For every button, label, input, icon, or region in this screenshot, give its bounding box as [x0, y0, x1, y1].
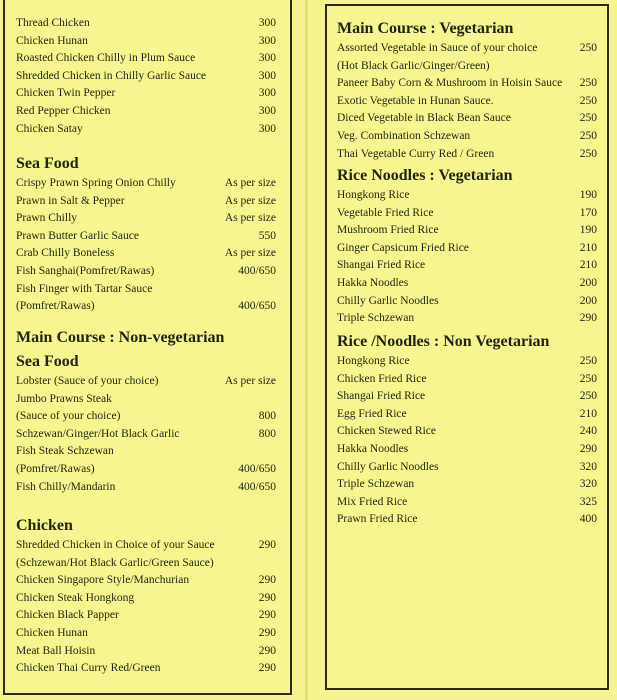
menu-item	[327, 459, 607, 477]
menu-item	[327, 146, 607, 164]
menu-item-price: 290	[258, 644, 276, 657]
menu-item	[5, 193, 290, 211]
menu-list	[327, 40, 607, 163]
menu-item-name: Crab Chilly Boneless	[16, 247, 115, 260]
menu-item	[5, 660, 290, 678]
menu-item-price: 240	[579, 425, 597, 438]
menu-item-name: Ginger Capsicum Fried Rice	[337, 241, 469, 254]
left-menu-panel	[3, 0, 292, 695]
section-heading: Rice /Noodles : Non Vegetarian	[337, 333, 550, 350]
menu-item-price: 250	[579, 355, 597, 367]
menu-item	[5, 245, 290, 263]
menu-item-name: Diced Vegetable in Black Bean Sauce	[337, 112, 511, 125]
section-heading: Main Course : Non-vegetarian	[16, 329, 225, 346]
menu-item-name: Prawn Fried Rice	[337, 513, 418, 526]
menu-item	[5, 85, 290, 103]
rice-noodles-nonveg-section	[327, 331, 607, 529]
menu-item	[327, 310, 607, 328]
menu-item-name: Mushroom Fried Rice	[337, 224, 439, 237]
menu-item	[327, 371, 607, 389]
menu-item-price: 250	[579, 77, 597, 90]
menu-item	[327, 476, 607, 494]
menu-item	[5, 572, 290, 590]
menu-item-price: 400/650	[238, 300, 276, 313]
menu-item-price: 300	[258, 17, 276, 29]
menu-item-name: (Sauce of your choice)	[16, 410, 121, 423]
menu-item-price: 300	[258, 122, 276, 135]
menu-item-price: 300	[258, 69, 276, 82]
menu-item-name: Chicken Thai Curry Red/Green	[16, 662, 161, 675]
menu-item	[327, 222, 607, 240]
menu-item-price: 250	[579, 94, 597, 107]
menu-item-name: (Schzewan/Hot Black Garlic/Green Sauce)	[16, 556, 214, 569]
menu-item-price: 290	[258, 609, 276, 622]
menu-item	[327, 40, 607, 58]
menu-item	[5, 121, 290, 139]
menu-list	[327, 353, 607, 529]
menu-item-name: Thread Chicken	[16, 17, 90, 29]
menu-list	[5, 373, 290, 496]
chicken-section	[5, 515, 290, 678]
menu-item-price: 400/650	[238, 480, 276, 493]
menu-item-price: As per size	[224, 212, 276, 225]
menu-item-name: Vegetable Fried Rice	[337, 206, 434, 219]
menu-item-price: 250	[579, 390, 597, 403]
menu-item-price: 250	[579, 147, 597, 160]
menu-list	[327, 187, 607, 328]
menu-item-name: Paneer Baby Corn & Mushroom in Hoisin Sauce	[337, 77, 563, 90]
menu-item-price: 290	[258, 591, 276, 604]
menu-item	[5, 373, 290, 391]
menu-item-name: Lobster (Sauce of your choice)	[16, 375, 159, 387]
section-subheading: Sea Food	[16, 353, 79, 370]
menu-item	[327, 75, 607, 93]
menu-item-price: 290	[579, 442, 597, 455]
menu-item-name: Assorted Vegetable in Sauce of your choice	[337, 42, 538, 54]
menu-item	[327, 406, 607, 424]
menu-item	[5, 281, 290, 299]
menu-item-price: 300	[258, 52, 276, 65]
menu-item	[5, 555, 290, 573]
menu-item-price: 170	[579, 206, 597, 219]
rice-noodles-veg-section	[327, 165, 607, 328]
menu-item-price: 550	[258, 229, 276, 242]
main-course-nonveg-section	[5, 327, 290, 496]
menu-item	[327, 257, 607, 275]
menu-item-price: 300	[258, 87, 276, 100]
menu-item	[5, 461, 290, 479]
page-fold	[305, 0, 308, 700]
menu-item	[5, 175, 290, 193]
menu-item	[5, 210, 290, 228]
menu-item-price: 200	[579, 294, 597, 307]
menu-item-name: Chilly Garlic Noodles	[337, 294, 439, 307]
menu-item-name: Meat Ball Hoisin	[16, 644, 96, 657]
menu-item	[327, 58, 607, 76]
menu-item-name: Fish Chilly/Mandarin	[16, 480, 116, 493]
right-menu-panel	[325, 4, 609, 690]
menu-item-price: As per size	[224, 247, 276, 260]
menu-list	[5, 175, 290, 316]
section-heading: Chicken	[16, 517, 73, 534]
menu-item	[327, 293, 607, 311]
menu-item-name: Chilly Garlic Noodles	[337, 460, 439, 473]
menu-item-price: 210	[579, 407, 597, 420]
menu-item-price: 290	[258, 626, 276, 639]
menu-item-name: Prawn in Salt & Pepper	[16, 194, 125, 207]
menu-item-name: Crispy Prawn Spring Onion Chilly	[16, 177, 176, 189]
menu-item-price: 400/650	[238, 264, 276, 277]
menu-item	[327, 93, 607, 111]
menu-item	[327, 110, 607, 128]
menu-item-price: 300	[258, 34, 276, 47]
section-heading: Sea Food	[16, 155, 79, 172]
menu-item-name: Prawn Butter Garlic Sauce	[16, 229, 139, 242]
menu-item-name: Exotic Vegetable in Hunan Sauce.	[337, 94, 494, 107]
menu-item-price: 800	[258, 427, 276, 440]
menu-item-price: 250	[579, 129, 597, 142]
menu-item	[5, 625, 290, 643]
menu-item-name: Fish Steak Schzewan	[16, 445, 114, 458]
menu-item	[5, 103, 290, 121]
menu-item-name: Hakka Noodles	[337, 442, 409, 455]
menu-item-price: 800	[258, 410, 276, 423]
menu-list	[5, 15, 290, 138]
menu-item	[5, 607, 290, 625]
menu-item-name: (Pomfret/Rawas)	[16, 462, 95, 475]
menu-item-price: 210	[579, 241, 597, 254]
menu-item	[327, 275, 607, 293]
menu-item-price: 290	[258, 539, 276, 551]
menu-item-name: Schzewan/Ginger/Hot Black Garlic	[16, 427, 180, 440]
menu-item-name: (Hot Black Garlic/Ginger/Green)	[337, 59, 490, 72]
menu-item-name: Triple Schzewan	[337, 312, 415, 325]
menu-item	[5, 15, 290, 33]
menu-item-name: Hakka Noodles	[337, 276, 409, 289]
menu-item	[5, 68, 290, 86]
menu-item	[5, 443, 290, 461]
menu-item-name: Chicken Singapore Style/Manchurian	[16, 574, 190, 587]
menu-item	[5, 298, 290, 316]
menu-item	[5, 643, 290, 661]
menu-item	[5, 479, 290, 497]
sea-food-section	[5, 153, 290, 316]
menu-item-price: 400/650	[238, 462, 276, 475]
main-course-veg-section	[327, 18, 607, 163]
menu-item	[327, 441, 607, 459]
menu-item-name: Shangai Fried Rice	[337, 259, 426, 272]
menu-item-name: Fish Sanghai(Pomfret/Rawas)	[16, 264, 155, 277]
menu-item	[327, 494, 607, 512]
menu-item	[327, 187, 607, 205]
menu-item-price: 290	[258, 662, 276, 675]
menu-item-price: 300	[258, 104, 276, 117]
menu-item-price: As per size	[224, 194, 276, 207]
menu-item-name: Shredded Chicken in Chilly Garlic Sauce	[16, 69, 207, 82]
menu-item-price: 190	[579, 189, 597, 201]
chicken-starters-section	[5, 15, 290, 138]
menu-item-name: Thai Vegetable Curry Red / Green	[337, 147, 495, 160]
menu-item	[327, 423, 607, 441]
menu-item	[5, 537, 290, 555]
menu-item-name: Shredded Chicken in Choice of your Sauce	[16, 539, 215, 551]
menu-item-name: Fish Finger with Tartar Sauce	[16, 282, 153, 295]
menu-item-price: As per size	[224, 375, 276, 387]
menu-item-name: Chicken Stewed Rice	[337, 425, 437, 438]
menu-item-price: 190	[579, 224, 597, 237]
menu-item	[5, 408, 290, 426]
menu-item	[5, 228, 290, 246]
menu-item-price: 250	[579, 42, 597, 54]
menu-item	[5, 263, 290, 281]
menu-item	[5, 426, 290, 444]
menu-item-name: Chicken Steak Hongkong	[16, 591, 135, 604]
menu-item-name: Red Pepper Chicken	[16, 104, 111, 117]
section-heading: Main Course : Vegetarian	[337, 20, 514, 37]
menu-item	[327, 511, 607, 529]
menu-item-price: As per size	[224, 177, 276, 189]
menu-item-price: 200	[579, 276, 597, 289]
menu-item-name: Roasted Chicken Chilly in Plum Sauce	[16, 52, 196, 65]
menu-item-name: Chicken Twin Pepper	[16, 87, 116, 100]
menu-item-price: 290	[258, 574, 276, 587]
menu-item	[5, 391, 290, 409]
menu-item-name: Chicken Hunan	[16, 34, 88, 47]
menu-item-price: 320	[579, 478, 597, 491]
menu-item	[5, 590, 290, 608]
menu-item	[327, 388, 607, 406]
menu-item-name: Veg. Combination Schzewan	[337, 129, 471, 142]
menu-item-name: Mix Fried Rice	[337, 495, 408, 508]
menu-item-price: 400	[579, 513, 597, 526]
menu-item-name: Chicken Satay	[16, 122, 83, 135]
menu-item-name: Jumbo Prawns Steak	[16, 392, 112, 405]
menu-item	[327, 205, 607, 223]
menu-item-price: 290	[579, 312, 597, 325]
menu-item-name: (Pomfret/Rawas)	[16, 300, 95, 313]
menu-item-name: Shangai Fried Rice	[337, 390, 426, 403]
menu-item-price: 320	[579, 460, 597, 473]
menu-item-name: Chicken Hunan	[16, 626, 88, 639]
menu-list	[5, 537, 290, 678]
menu-item	[327, 353, 607, 371]
menu-item-price: 250	[579, 112, 597, 125]
menu-item-name: Prawn Chilly	[16, 212, 78, 225]
menu-item-price: 210	[579, 259, 597, 272]
menu-item-name: Egg Fried Rice	[337, 407, 407, 420]
menu-item-name: Chicken Black Papper	[16, 609, 119, 622]
menu-item	[327, 240, 607, 258]
menu-item-name: Triple Schzewan	[337, 478, 415, 491]
menu-item	[5, 50, 290, 68]
menu-item-price: 325	[579, 495, 597, 508]
menu-item	[327, 128, 607, 146]
menu-item-name: Chicken Fried Rice	[337, 372, 427, 385]
section-heading: Rice Noodles : Vegetarian	[337, 167, 513, 184]
menu-item	[5, 33, 290, 51]
menu-item-name: Hongkong Rice	[337, 355, 410, 367]
menu-item-name: Hongkong Rice	[337, 189, 410, 201]
menu-item-price: 250	[579, 372, 597, 385]
